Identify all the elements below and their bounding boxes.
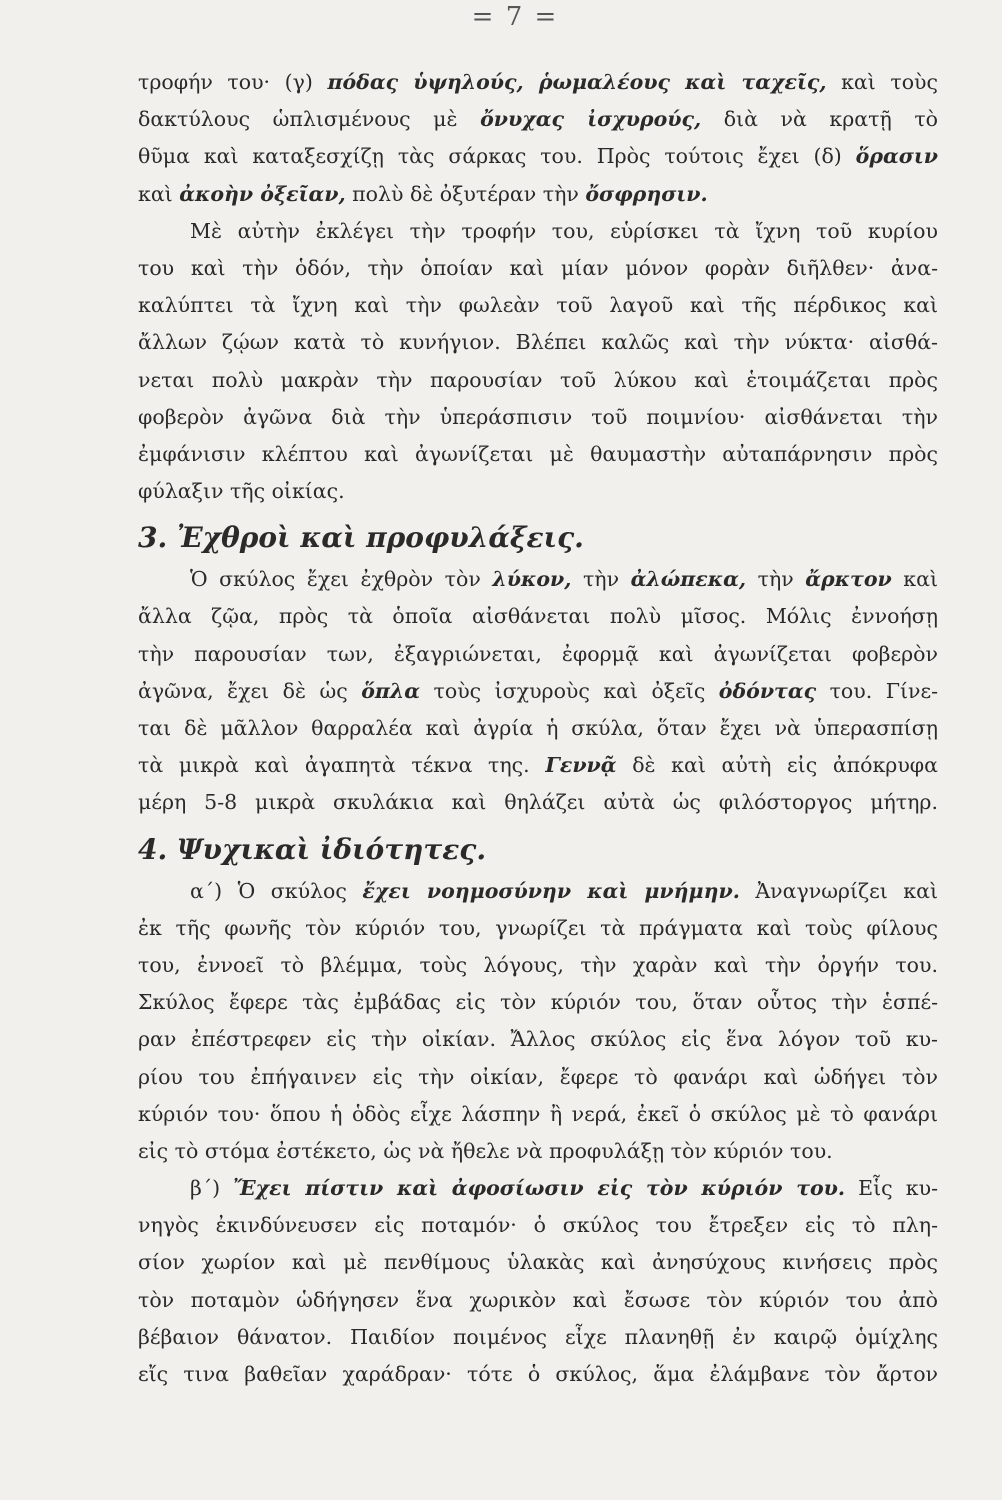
text-line: εἰς τὸ στόμα ἐστέκετο, ὡς νὰ ἤθελε νὰ προφυλάξῃ τὸν κύριόν του. <box>138 1138 833 1163</box>
emphasis-text: ἔχει νοημοσύνην καὶ μνήμην. <box>362 878 740 903</box>
text-run: τὰ μικρὰ καὶ ἀγαπητὰ τέκνα της. <box>138 753 546 778</box>
emphasis-text: ἀλώπεκα, <box>630 567 747 592</box>
emphasis-text: ὅπλα <box>361 678 421 703</box>
text-line: βέβαιον θάνατον. Παιδίον ποιμένος εἶχε πλανηθῇ ἐν καιρῷ ὁμίχλης <box>138 1324 938 1349</box>
text-run: Ὁ σκύλος ἔχει ἐχθρὸν τὸν <box>190 567 493 592</box>
text-run: ἀγῶνα, ἔχει δὲ ὡς <box>138 678 362 703</box>
text-run: Εἷς κυ- <box>845 1176 938 1201</box>
text-run: τὴν <box>746 567 806 592</box>
emphasis-text: Ἔχει πίστιν καὶ ἀφοσίωσιν εἰς τὸν κύριόν του. <box>233 1176 846 1201</box>
text-line <box>138 673 938 710</box>
text-run: καὶ <box>891 567 938 592</box>
page-number: = 7 = <box>471 2 559 32</box>
text-line: ἐκ τῆς φωνῆς τὸν κύριόν του, γνωρίζει τὰ πράγματα καὶ τοὺς φίλους <box>138 915 938 940</box>
text-run: δακτύλους ὡπλισμένους μὲ <box>138 107 481 132</box>
text-line: ραν ἐπέστρεφεν εἰς τὴν οἰκίαν. Ἄλλος σκύλος εἰς ἕνα λόγον τοῦ κυ- <box>138 1027 938 1052</box>
text-run: του. Γίνε- <box>816 678 938 703</box>
emphasis-text: ἀκοὴν ὀξεῖαν, <box>179 181 346 206</box>
section-heading: 3. Ἐχθροὶ καὶ προφυλάξεις. <box>138 521 584 555</box>
text-line: Μὲ αὐτὴν ἐκλέγει τὴν τροφήν του, εὑρίσκει τὰ ἴχνη τοῦ κυρίου <box>190 218 938 243</box>
text-run: πολὺ δὲ ὀξυτέραν τὴν <box>345 181 586 206</box>
text-run: διὰ νὰ κρατῇ τὸ <box>701 107 939 132</box>
text-line: τὴν παρουσίαν των, ἐξαγριώνεται, ἐφορμᾷ καὶ ἀγωνίζεται φοβερὸν <box>138 641 938 666</box>
text-run: δὲ καὶ αὐτὴ εἰς ἀπόκρυφα <box>616 753 938 778</box>
text-line: ἄλλα ζῷα, πρὸς τὰ ὁποῖα αἰσθάνεται πολὺ μῖσος. Μόλις ἐννοήσῃ <box>138 604 938 629</box>
text-line: κύριόν του· ὅπου ἡ ὁδὸς εἶχε λάσπην ἢ νερά, ἐκεῖ ὁ σκύλος μὲ τὸ φανάρι <box>138 1101 938 1126</box>
text-line: Σκύλος ἔφερε τὰς ἐμβάδας εἰς τὸν κύριόν του, ὅταν οὗτος τὴν ἑσπέ- <box>138 990 938 1015</box>
text-run: καὶ τοὺς <box>826 70 938 94</box>
text-line: τὸν ποταμὸν ὡδήγησεν ἕνα χωρικὸν καὶ ἔσωσε τὸν κύριόν του ἀπὸ <box>138 1287 938 1312</box>
emphasis-text: ὄνυχας ἰσχυρούς, <box>480 107 702 132</box>
text-line <box>138 747 938 784</box>
emphasis-text: λύκον, <box>492 567 572 592</box>
emphasis-text: ὅρασιν <box>855 144 938 169</box>
emphasis-text: πόδας ὑψηλούς, ῥωμαλέους καὶ ταχεῖς, <box>327 70 827 94</box>
text-line: ἄλλων ζῴων κατὰ τὸ κυνήγιον. Βλέπει καλῶς καὶ τὴν νύκτα· αἰσθά- <box>138 330 938 355</box>
text-line: φύλαξιν τῆς οἰκίας. <box>138 479 345 504</box>
text-line <box>138 101 938 138</box>
text-run: Ἀναγνωρίζει καὶ <box>739 878 939 903</box>
text-line: του καὶ τὴν ὁδόν, τὴν ὁποίαν καὶ μίαν μόνον φορὰν διῆλθεν· ἀνα- <box>138 255 938 280</box>
text-run: καὶ <box>138 181 180 206</box>
text-run: τὴν <box>571 567 631 592</box>
text-run: θῦμα καὶ καταξεσχίζῃ τὰς σάρκας του. Πρὸς τούτοις ἔχει (δ) <box>138 144 856 169</box>
text-line: μέρη 5-8 μικρὰ σκυλάκια καὶ θηλάζει αὐτὰ ὡς φιλόστοργος μήτηρ. <box>138 790 938 815</box>
text-line: ἐμφάνισιν κλέπτου καὶ ἀγωνίζεται μὲ θαυμαστὴν αὐταπάρνησιν πρὸς <box>138 441 938 466</box>
page-body <box>138 64 938 1393</box>
text-run: β΄) <box>190 1176 234 1201</box>
text-run: α΄) Ὁ σκύλος <box>190 878 363 903</box>
text-run: τοὺς ἰσχυροὺς καὶ ὀξεῖς <box>420 678 719 703</box>
text-line: νεται πολὺ μακρὰν τὴν παρουσίαν τοῦ λύκου καὶ ἑτοιμάζεται πρὸς <box>138 367 938 392</box>
text-line: σίον χωρίον καὶ μὲ πενθίμους ὑλακὰς καὶ ἀνησύχους κινήσεις πρὸς <box>138 1250 938 1275</box>
text-line <box>138 64 938 101</box>
text-line <box>138 176 938 213</box>
text-line: ρίου του ἐπήγαινεν εἰς τὴν οἰκίαν, ἔφερε τὸ φανάρι καὶ ὡδήγει τὸν <box>138 1064 938 1089</box>
text-line <box>138 873 938 910</box>
text-line: νηγὸς ἐκινδύνευσεν εἰς ποταμόν· ὁ σκύλος του ἔτρεξεν εἰς τὸ πλη- <box>138 1213 938 1238</box>
emphasis-text: ἄρκτον <box>805 567 892 592</box>
emphasis-text: Γεννᾷ <box>545 753 617 778</box>
emphasis-text: ὀδόντας <box>718 678 817 703</box>
section-heading: 4. Ψυχικαὶ ἰδιότητες. <box>138 832 487 866</box>
text-line: του, ἐννοεῖ τὸ βλέμμα, τοὺς λόγους, τὴν χαρὰν καὶ τὴν ὀργήν του. <box>138 952 938 977</box>
text-line <box>138 1170 938 1207</box>
text-line <box>138 138 938 175</box>
text-line <box>138 561 938 598</box>
text-line: καλύπτει τὰ ἴχνη καὶ τὴν φωλεὰν τοῦ λαγοῦ καὶ τῆς πέρδικος καὶ <box>138 293 938 318</box>
text-line: εἴς τινα βαθεῖαν χαράδραν· τότε ὁ σκύλος, ἅμα ἐλάμβανε τὸν ἄρτον <box>138 1362 938 1386</box>
text-line: ται δὲ μᾶλλον θαρραλέα καὶ ἀγρία ἡ σκύλα, ὅταν ἔχει νὰ ὑπερασπίσῃ <box>138 716 938 740</box>
emphasis-text: ὄσφρησιν. <box>585 181 708 206</box>
text-line: φοβερὸν ἀγῶνα διὰ τὴν ὑπεράσπισιν τοῦ ποιμνίου· αἰσθάνεται τὴν <box>138 404 938 429</box>
text-run: τροφήν του· (γ) <box>138 70 328 94</box>
